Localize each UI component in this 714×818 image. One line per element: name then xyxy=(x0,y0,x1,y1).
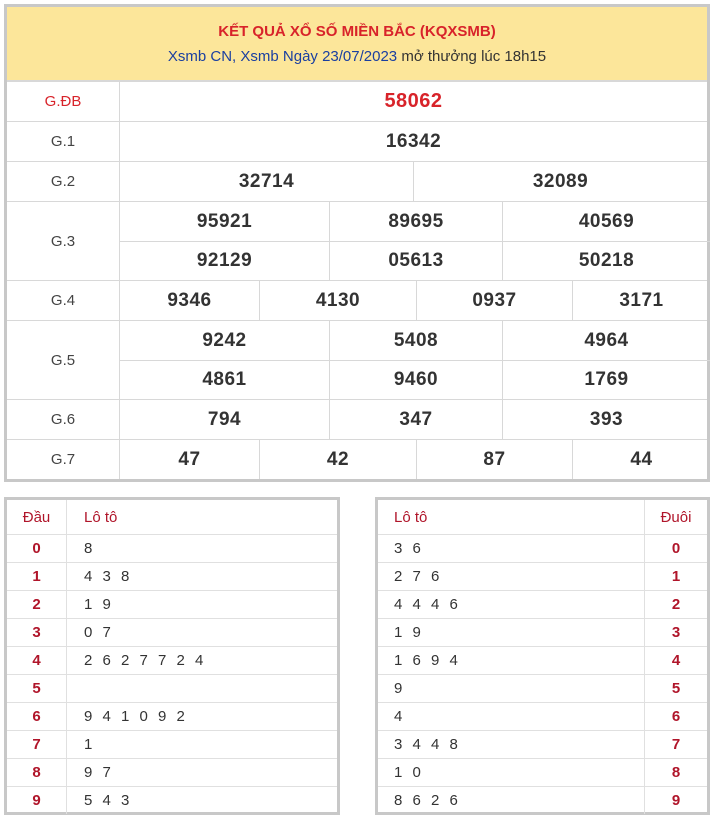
prize-number: 9460 xyxy=(329,361,502,399)
duoi-row xyxy=(378,786,707,814)
prize-number: 9242 xyxy=(202,329,247,351)
dau-digit: 7 xyxy=(7,731,67,758)
duoi-digit: 1 xyxy=(671,568,681,585)
duoi-row xyxy=(378,562,707,590)
loto-values: 1 9 xyxy=(84,596,114,613)
prize-number: 47 xyxy=(178,448,201,470)
dau-loto-table xyxy=(4,497,340,815)
dau-digit: 2 xyxy=(7,591,67,618)
prize-number: 50218 xyxy=(502,242,710,280)
dau-header-label: Đầu xyxy=(7,500,67,534)
loto-values: 0 7 xyxy=(84,624,114,641)
loto-values: 8 6 2 6 xyxy=(378,787,645,814)
prize-row xyxy=(7,81,707,121)
prize-row xyxy=(7,121,707,161)
dau-digit: 0 xyxy=(7,535,67,562)
prize-number: 4964 xyxy=(502,321,710,360)
duoi-row xyxy=(378,618,707,646)
prize-number: 347 xyxy=(329,400,502,439)
prize-row xyxy=(7,161,707,201)
prize-row xyxy=(7,201,707,280)
prize-row xyxy=(7,320,707,399)
loto-values: 9 4 1 0 9 2 xyxy=(84,708,188,725)
prize-number: 16342 xyxy=(385,130,442,152)
loto-values: 4 3 8 xyxy=(84,568,133,585)
prize-number: 0937 xyxy=(416,281,572,320)
loto-values: 3 6 xyxy=(378,535,645,562)
results-title: KẾT QUẢ XỔ SỐ MIỀN BẮC (KQXSMB) xyxy=(218,22,496,40)
dau-digit: 1 xyxy=(7,563,67,590)
loto-values: 1 9 xyxy=(378,619,645,646)
dau-digit: 4 xyxy=(7,647,67,674)
dau-row xyxy=(7,534,337,562)
prize-rows xyxy=(7,81,707,479)
prize-number: 87 xyxy=(416,440,572,479)
draw-time-text: mở thưởng lúc 18h15 xyxy=(397,47,547,65)
prize-number: 89695 xyxy=(329,202,502,241)
loto-values: 2 6 2 7 7 2 4 xyxy=(84,652,207,669)
results-header xyxy=(7,7,707,81)
prize-label: G.ĐB xyxy=(7,82,120,121)
dau-digit: 3 xyxy=(7,619,67,646)
dau-row xyxy=(7,674,337,702)
loto-values: 2 7 6 xyxy=(378,563,645,590)
loto-values: 9 7 xyxy=(84,764,114,781)
dau-row xyxy=(7,730,337,758)
loto-values xyxy=(67,675,337,702)
prize-row xyxy=(7,439,707,479)
prize-number: 4861 xyxy=(202,369,247,390)
duoi-digit: 6 xyxy=(671,708,681,725)
prize-label: G.7 xyxy=(7,440,120,479)
loto-header-label: Lô tô xyxy=(84,508,118,526)
duoi-row xyxy=(378,590,707,618)
dau-row xyxy=(7,758,337,786)
prize-number: 05613 xyxy=(329,242,502,280)
duoi-digit: 2 xyxy=(671,596,681,613)
dau-digit: 6 xyxy=(7,703,67,730)
loto-values: 5 4 3 xyxy=(84,792,133,809)
prize-number: 4130 xyxy=(259,281,416,320)
duoi-digit: 0 xyxy=(671,540,681,557)
duoi-digit: 5 xyxy=(671,680,681,697)
loto-values: 4 4 4 6 xyxy=(378,591,645,618)
prize-number: 32089 xyxy=(413,162,707,201)
prize-label: G.6 xyxy=(7,400,120,439)
loto-values: 3 4 4 8 xyxy=(378,731,645,758)
duoi-row xyxy=(378,646,707,674)
dau-row xyxy=(7,786,337,814)
prize-number: 42 xyxy=(259,440,416,479)
duoi-row xyxy=(378,674,707,702)
dau-row xyxy=(7,562,337,590)
loto-values: 9 xyxy=(378,675,645,702)
prize-label: G.5 xyxy=(7,321,120,399)
dau-digit: 8 xyxy=(7,759,67,786)
prize-number: 393 xyxy=(502,400,710,439)
duoi-row xyxy=(378,534,707,562)
prize-number: 1769 xyxy=(502,361,710,399)
prize-number: 32714 xyxy=(238,170,295,192)
prize-label: G.4 xyxy=(7,281,120,320)
loto-values: 1 0 xyxy=(378,759,645,786)
duoi-header-label: Đuôi xyxy=(660,508,692,526)
dau-row xyxy=(7,618,337,646)
prize-number: 40569 xyxy=(502,202,710,241)
dau-row xyxy=(7,646,337,674)
prize-number: 58062 xyxy=(384,90,443,112)
loto-values: 4 xyxy=(378,703,645,730)
results-subtitle xyxy=(168,48,546,65)
prize-number: 95921 xyxy=(196,210,253,232)
dau-row xyxy=(7,702,337,730)
date-link[interactable]: Xsmb CN, Xsmb Ngày 23/07/2023 xyxy=(167,47,398,65)
loto-header-label: Lô tô xyxy=(378,500,645,534)
duoi-digit: 9 xyxy=(671,792,681,809)
dau-digit: 9 xyxy=(7,787,67,814)
duoi-loto-table xyxy=(375,497,710,815)
prize-number: 3171 xyxy=(572,281,710,320)
prize-number: 44 xyxy=(572,440,710,479)
prize-row xyxy=(7,399,707,439)
prize-row xyxy=(7,280,707,320)
prize-label: G.1 xyxy=(7,122,120,161)
duoi-digit: 8 xyxy=(671,764,681,781)
duoi-digit: 7 xyxy=(671,736,681,753)
prize-number: 794 xyxy=(207,408,242,430)
dau-row xyxy=(7,590,337,618)
prize-number: 5408 xyxy=(329,321,502,360)
duoi-digit: 4 xyxy=(671,652,681,669)
loto-values: 1 xyxy=(84,736,96,753)
dau-table-header xyxy=(7,500,337,534)
loto-values: 8 xyxy=(84,540,96,557)
duoi-row xyxy=(378,702,707,730)
prize-label: G.3 xyxy=(7,202,120,280)
prize-label: G.2 xyxy=(7,162,120,201)
prize-number: 92129 xyxy=(196,250,253,271)
prize-number: 9346 xyxy=(167,289,212,311)
duoi-row xyxy=(378,730,707,758)
dau-digit: 5 xyxy=(7,675,67,702)
duoi-table-header xyxy=(378,500,707,534)
duoi-row xyxy=(378,758,707,786)
results-table xyxy=(4,4,710,482)
duoi-digit: 3 xyxy=(671,624,681,641)
loto-values: 1 6 9 4 xyxy=(378,647,645,674)
